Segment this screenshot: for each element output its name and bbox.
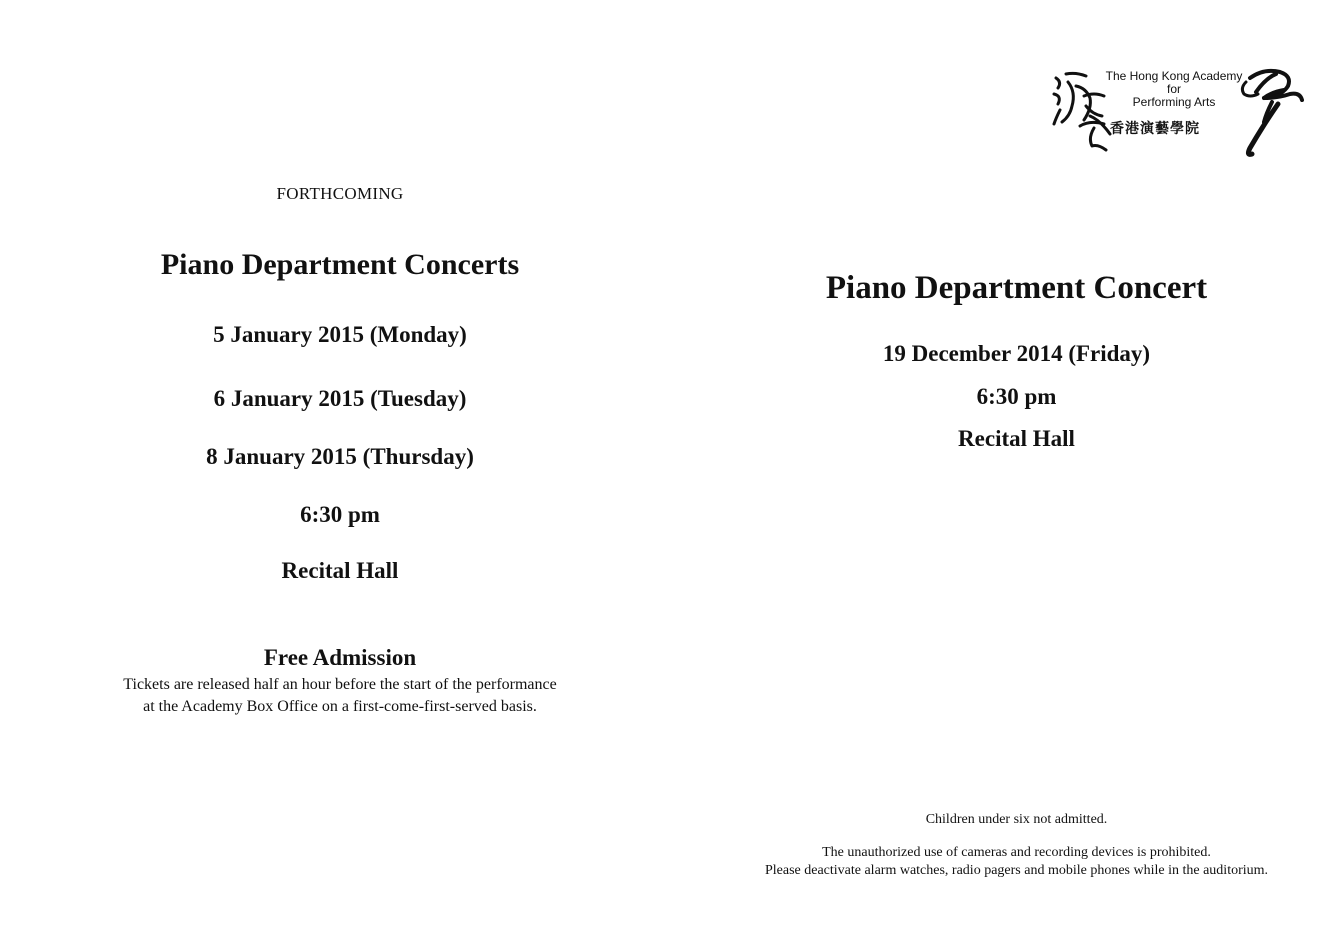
children-notice: Children under six not admitted. xyxy=(925,812,1108,827)
tickets-info-line-2: at the Academy Box Office on a first-come-first-served basis. xyxy=(143,698,537,715)
forthcoming-venue: Recital Hall xyxy=(281,558,399,583)
camera-notice: The unauthorized use of cameras and recording devices is prohibited. xyxy=(822,845,1211,860)
forthcoming-date-3: 8 January 2015 (Thursday) xyxy=(206,444,474,469)
forthcoming-date-1: 5 January 2015 (Monday) xyxy=(213,322,467,347)
academy-name-line-3: Performing Arts xyxy=(1132,95,1216,109)
academy-name-chinese: 香港演藝學院 xyxy=(1110,121,1200,137)
concert-venue: Recital Hall xyxy=(958,426,1075,451)
academy-name-line-1: The Hong Kong Academy xyxy=(1105,69,1243,83)
devices-notice: Please deactivate alarm watches, radio pagers and mobile phones while in the auditorium. xyxy=(764,863,1269,878)
forthcoming-date-2: 6 January 2015 (Tuesday) xyxy=(213,386,467,411)
forthcoming-time: 6:30 pm xyxy=(300,502,380,527)
concert-title: Piano Department Concert xyxy=(825,270,1208,306)
concert-time: 6:30 pm xyxy=(976,384,1057,409)
free-admission-heading: Free Admission xyxy=(263,645,417,670)
forthcoming-title: Piano Department Concerts xyxy=(160,248,520,281)
concert-date: 19 December 2014 (Friday) xyxy=(882,341,1151,366)
concert-panel xyxy=(690,0,1343,951)
tickets-info-line-1: Tickets are released half an hour before the start of the performance xyxy=(123,676,557,693)
forthcoming-label: FORTHCOMING xyxy=(276,184,404,203)
academy-name-line-2: for xyxy=(1166,82,1181,96)
